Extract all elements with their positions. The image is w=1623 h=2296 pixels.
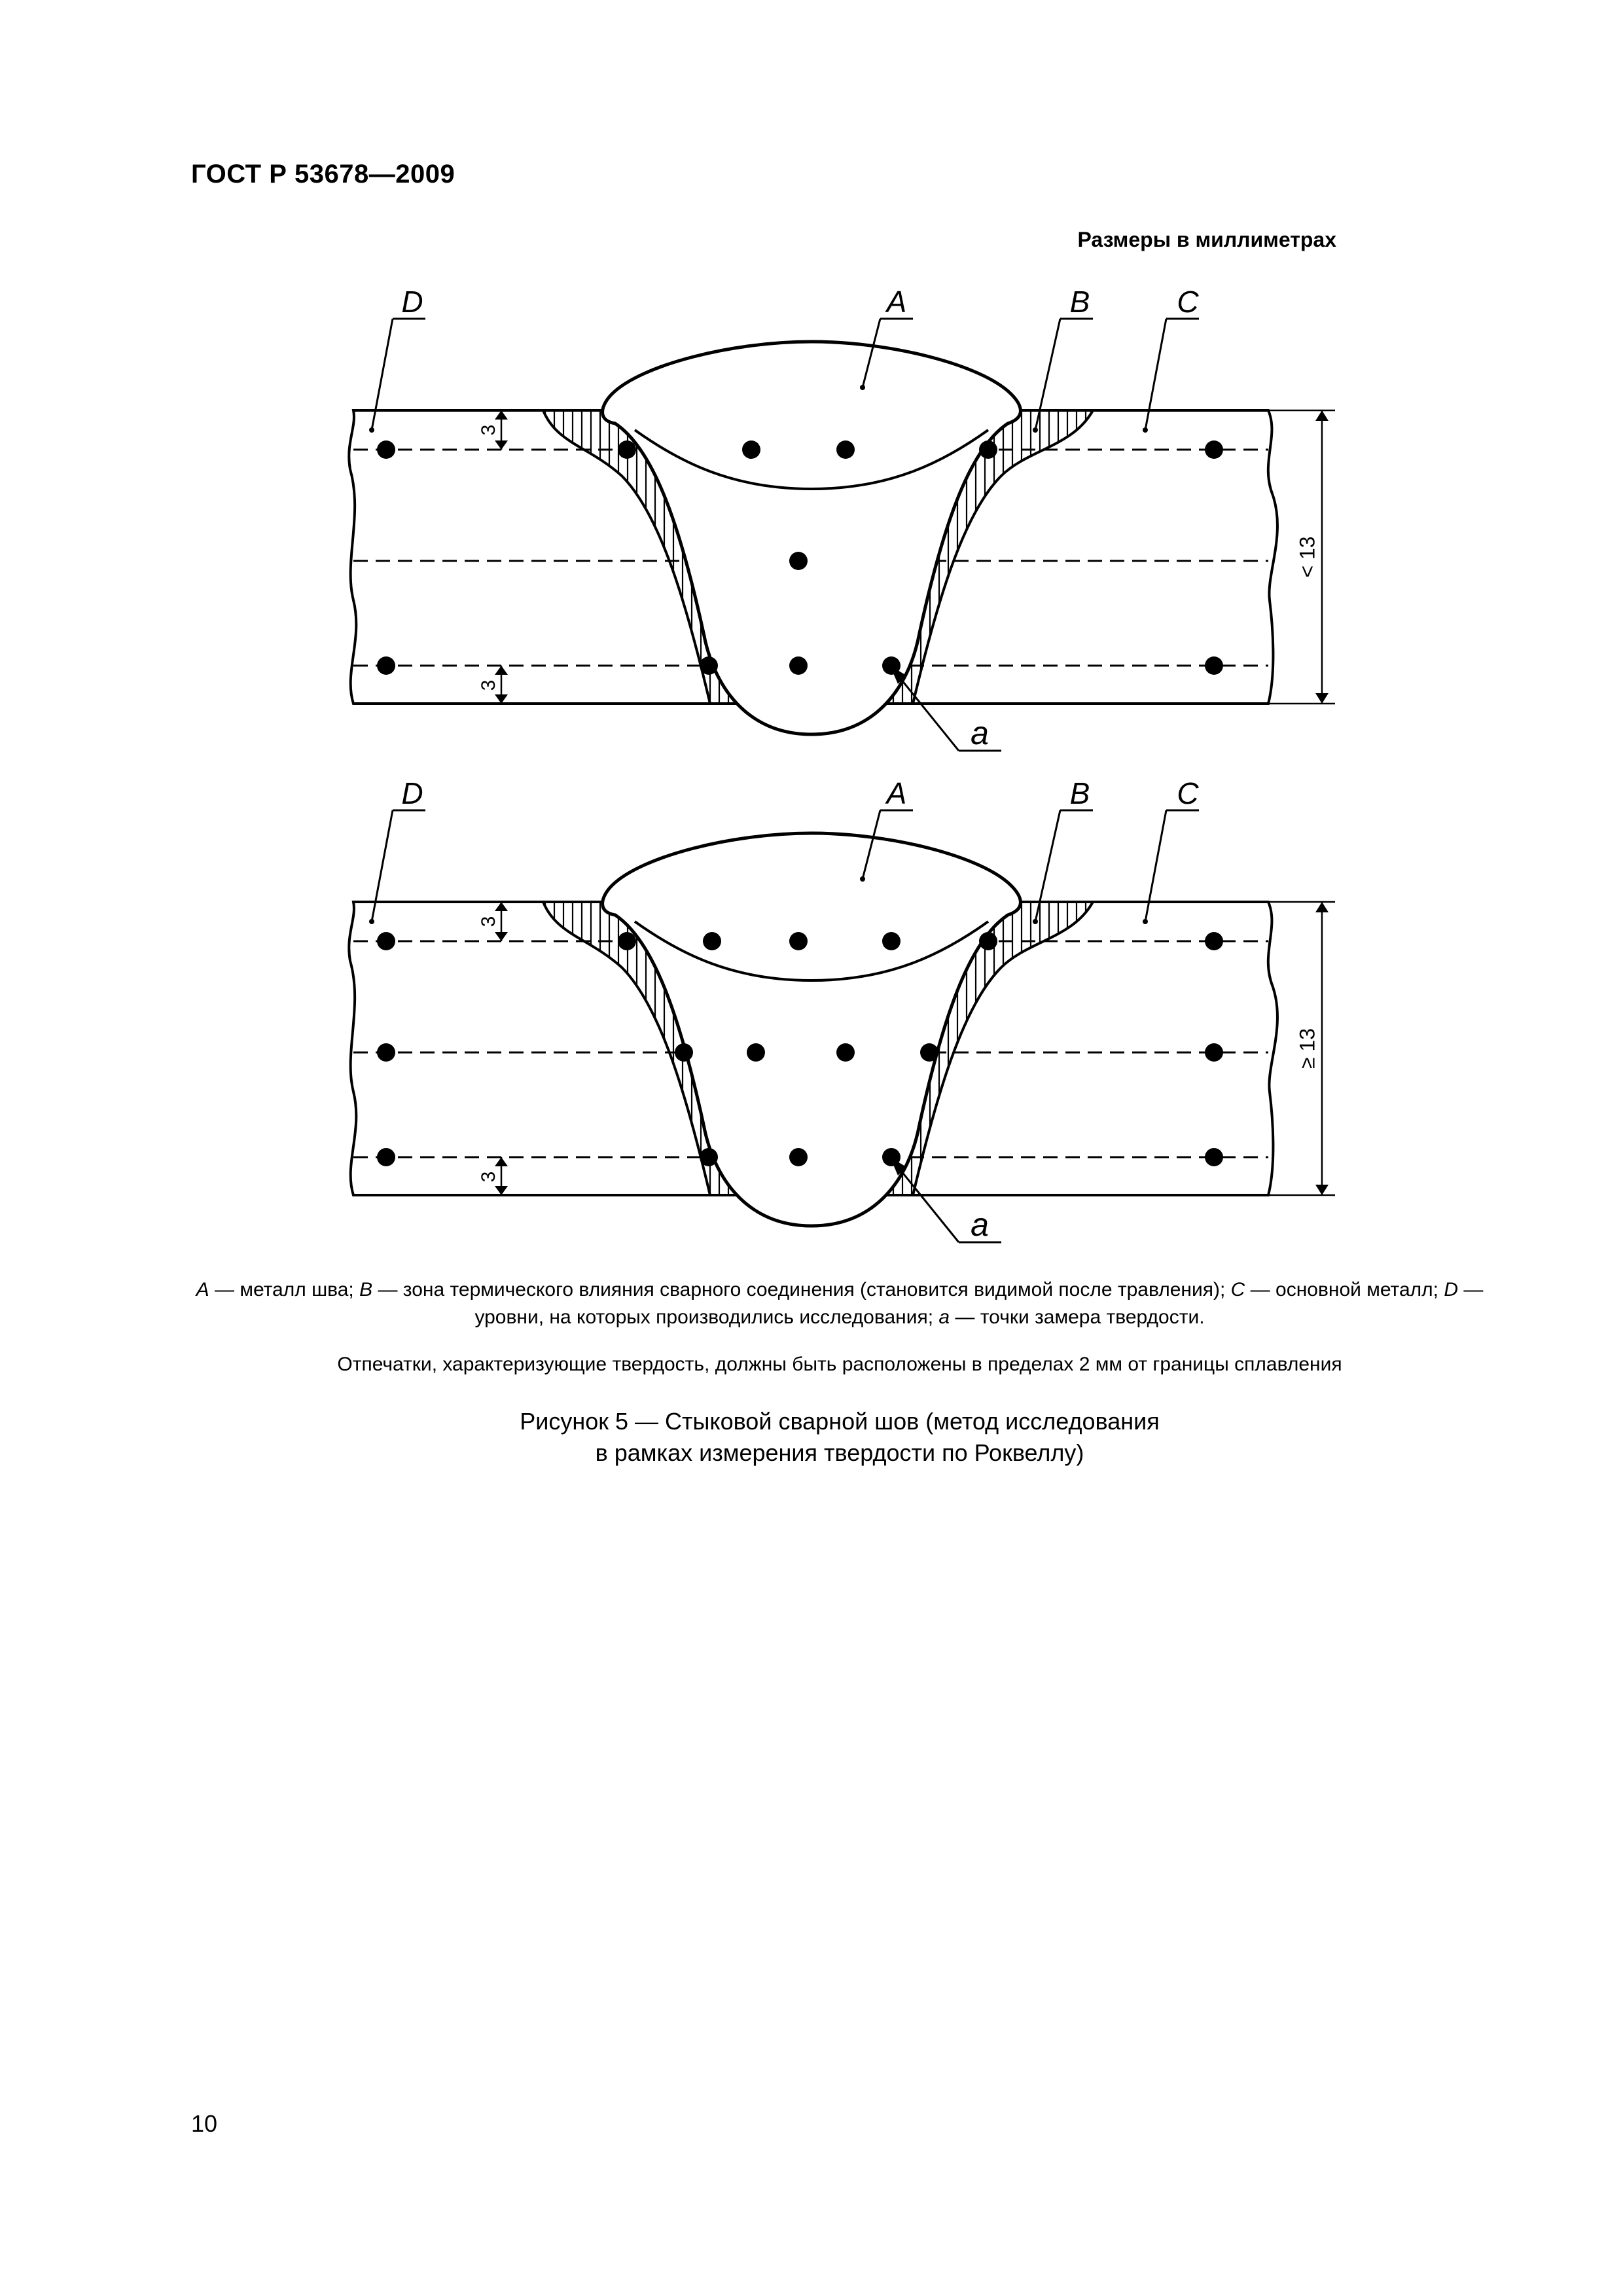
label-a: a <box>971 1206 989 1243</box>
label-B: B <box>1069 285 1090 319</box>
hardness-note: Отпечатки, характеризующие твердость, должны быть расположены в пределах 2 мм от границы сплавления <box>337 1354 1342 1375</box>
label-C: C <box>1177 776 1199 810</box>
panel-1 <box>349 285 1335 751</box>
label-B: B <box>1069 776 1090 810</box>
panel-2 <box>349 776 1335 1243</box>
document-header: ГОСТ Р 53678—2009 <box>191 160 455 188</box>
units-note: Размеры в миллиметрах <box>1077 228 1336 251</box>
thickness-label-1: < 13 <box>1295 536 1319 578</box>
label-D: D <box>401 776 423 810</box>
legend-A-text: — металл шва; <box>209 1279 360 1300</box>
caption-line-2: в рамках измерения твердости по Роквеллу) <box>595 1439 1084 1466</box>
weld-figure: 3 3 D A B C a < 13 D A B C a ≥ 13 <box>0 0 1623 2296</box>
legend-D-key: D <box>1444 1279 1458 1300</box>
legend-C-key: C <box>1230 1279 1245 1300</box>
legend-D-text: — уровни, на которых производились исследования; <box>474 1279 1484 1328</box>
page-number: 10 <box>191 2110 218 2137</box>
label-A: A <box>886 776 907 810</box>
label-A: A <box>886 285 907 319</box>
legend-A-key: A <box>196 1279 209 1300</box>
legend-B-text: — зона термического влияния сварного соединения (становится видимой после травления); <box>372 1279 1231 1300</box>
figure-legend <box>188 1276 1491 1331</box>
legend-a-key: a <box>938 1306 950 1328</box>
label-D: D <box>401 285 423 319</box>
thickness-label-2: ≥ 13 <box>1295 1028 1319 1069</box>
legend-C-text: — основной металл; <box>1245 1279 1444 1300</box>
caption-line-1: Рисунок 5 — Стыковой сварной шов (метод исследования <box>520 1408 1160 1435</box>
label-C: C <box>1177 285 1199 319</box>
legend-B-key: B <box>359 1279 373 1300</box>
figure-caption <box>188 1406 1491 1469</box>
legend-a-text: — точки замера твердости. <box>950 1306 1205 1328</box>
label-a: a <box>971 715 989 751</box>
